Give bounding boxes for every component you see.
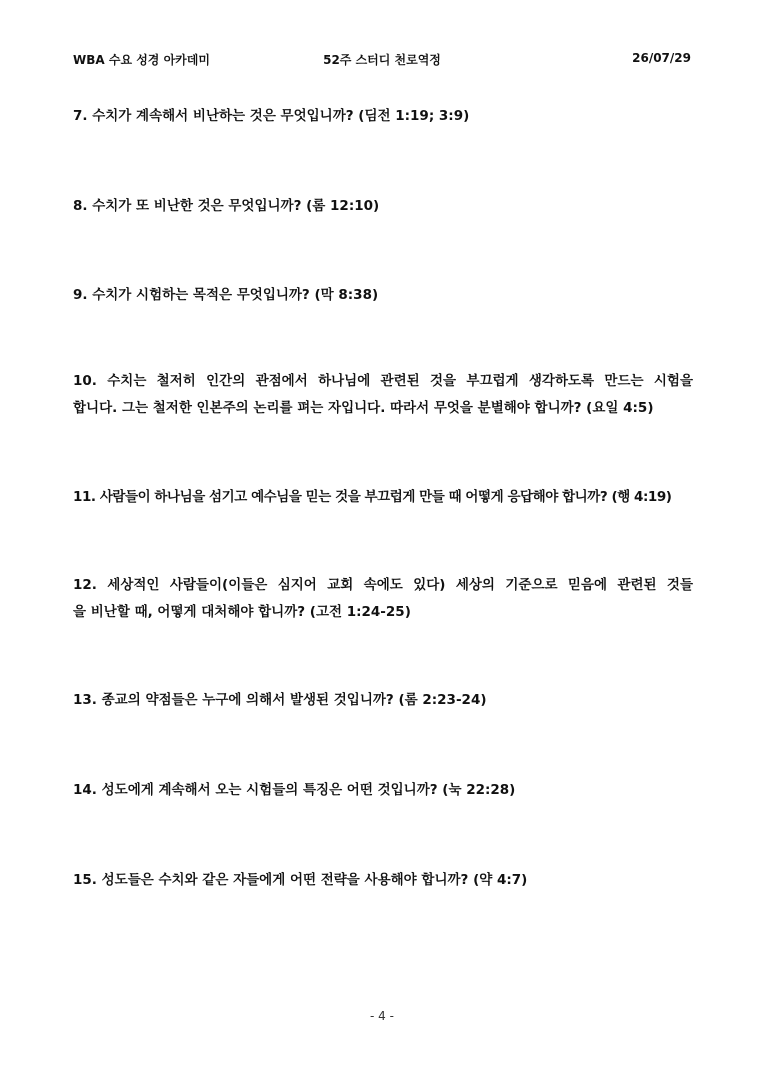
question-line: 15. 성도들은 수치와 같은 자들에게 어떤 전략을 사용해야 합니까? (약 4:7): [73, 872, 528, 888]
question-line: 합니다. 그는 철저한 인본주의 논리를 펴는 자입니다. 따라서 무엇을 분별해야 합니까? (요일 4:5): [73, 400, 654, 416]
question-7: [73, 103, 693, 130]
question-line: 10. 수치는 철저히 인간의 관점에서 하나님에 관련된 것을 부끄럽게 생각하도록 만드는 시험을: [73, 373, 693, 389]
question-line: 7. 수치가 계속해서 비난하는 것은 무엇입니까? (딤전 1:19; 3:9): [73, 108, 470, 124]
question-line: 13. 종교의 약점들은 누구에 의해서 발생된 것입니까? (롬 2:23-24): [73, 692, 487, 708]
question-line: 8. 수치가 또 비난한 것은 무엇입니까? (롬 12:10): [73, 198, 380, 214]
question-15: [73, 867, 693, 894]
question-line: 12. 세상적인 사람들이(이들은 심지어 교회 속에도 있다) 세상의 기준으로 믿음에 관련된 것들: [73, 577, 693, 593]
question-line: 11. 사람들이 하나님을 섬기고 예수님을 믿는 것을 부끄럽게 만들 때 어떻게 응답해야 합니까? (행 4:19): [73, 489, 672, 505]
question-8: [73, 193, 693, 220]
page-number: - 4 -: [370, 1009, 394, 1023]
question-11: [73, 484, 693, 511]
question-line: 9. 수치가 시험하는 목적은 무엇입니까? (막 8:38): [73, 287, 379, 303]
question-line: 14. 성도에게 계속해서 오는 시험들의 특징은 어떤 것입니까? (눅 22:28): [73, 782, 516, 798]
question-12: [73, 572, 693, 626]
header-date: 26/07/29: [632, 51, 691, 65]
header-study-title: 52주 스터디 천로역정: [323, 53, 441, 67]
question-line: 을 비난할 때, 어떻게 대처해야 합니까? (고전 1:24-25): [73, 604, 411, 620]
question-14: [73, 777, 693, 804]
question-9: [73, 282, 693, 309]
page-header: [73, 51, 691, 71]
question-13: [73, 687, 693, 714]
header-academy-name: WBA 수요 성경 아카데미: [73, 53, 210, 67]
question-10: [73, 368, 693, 422]
